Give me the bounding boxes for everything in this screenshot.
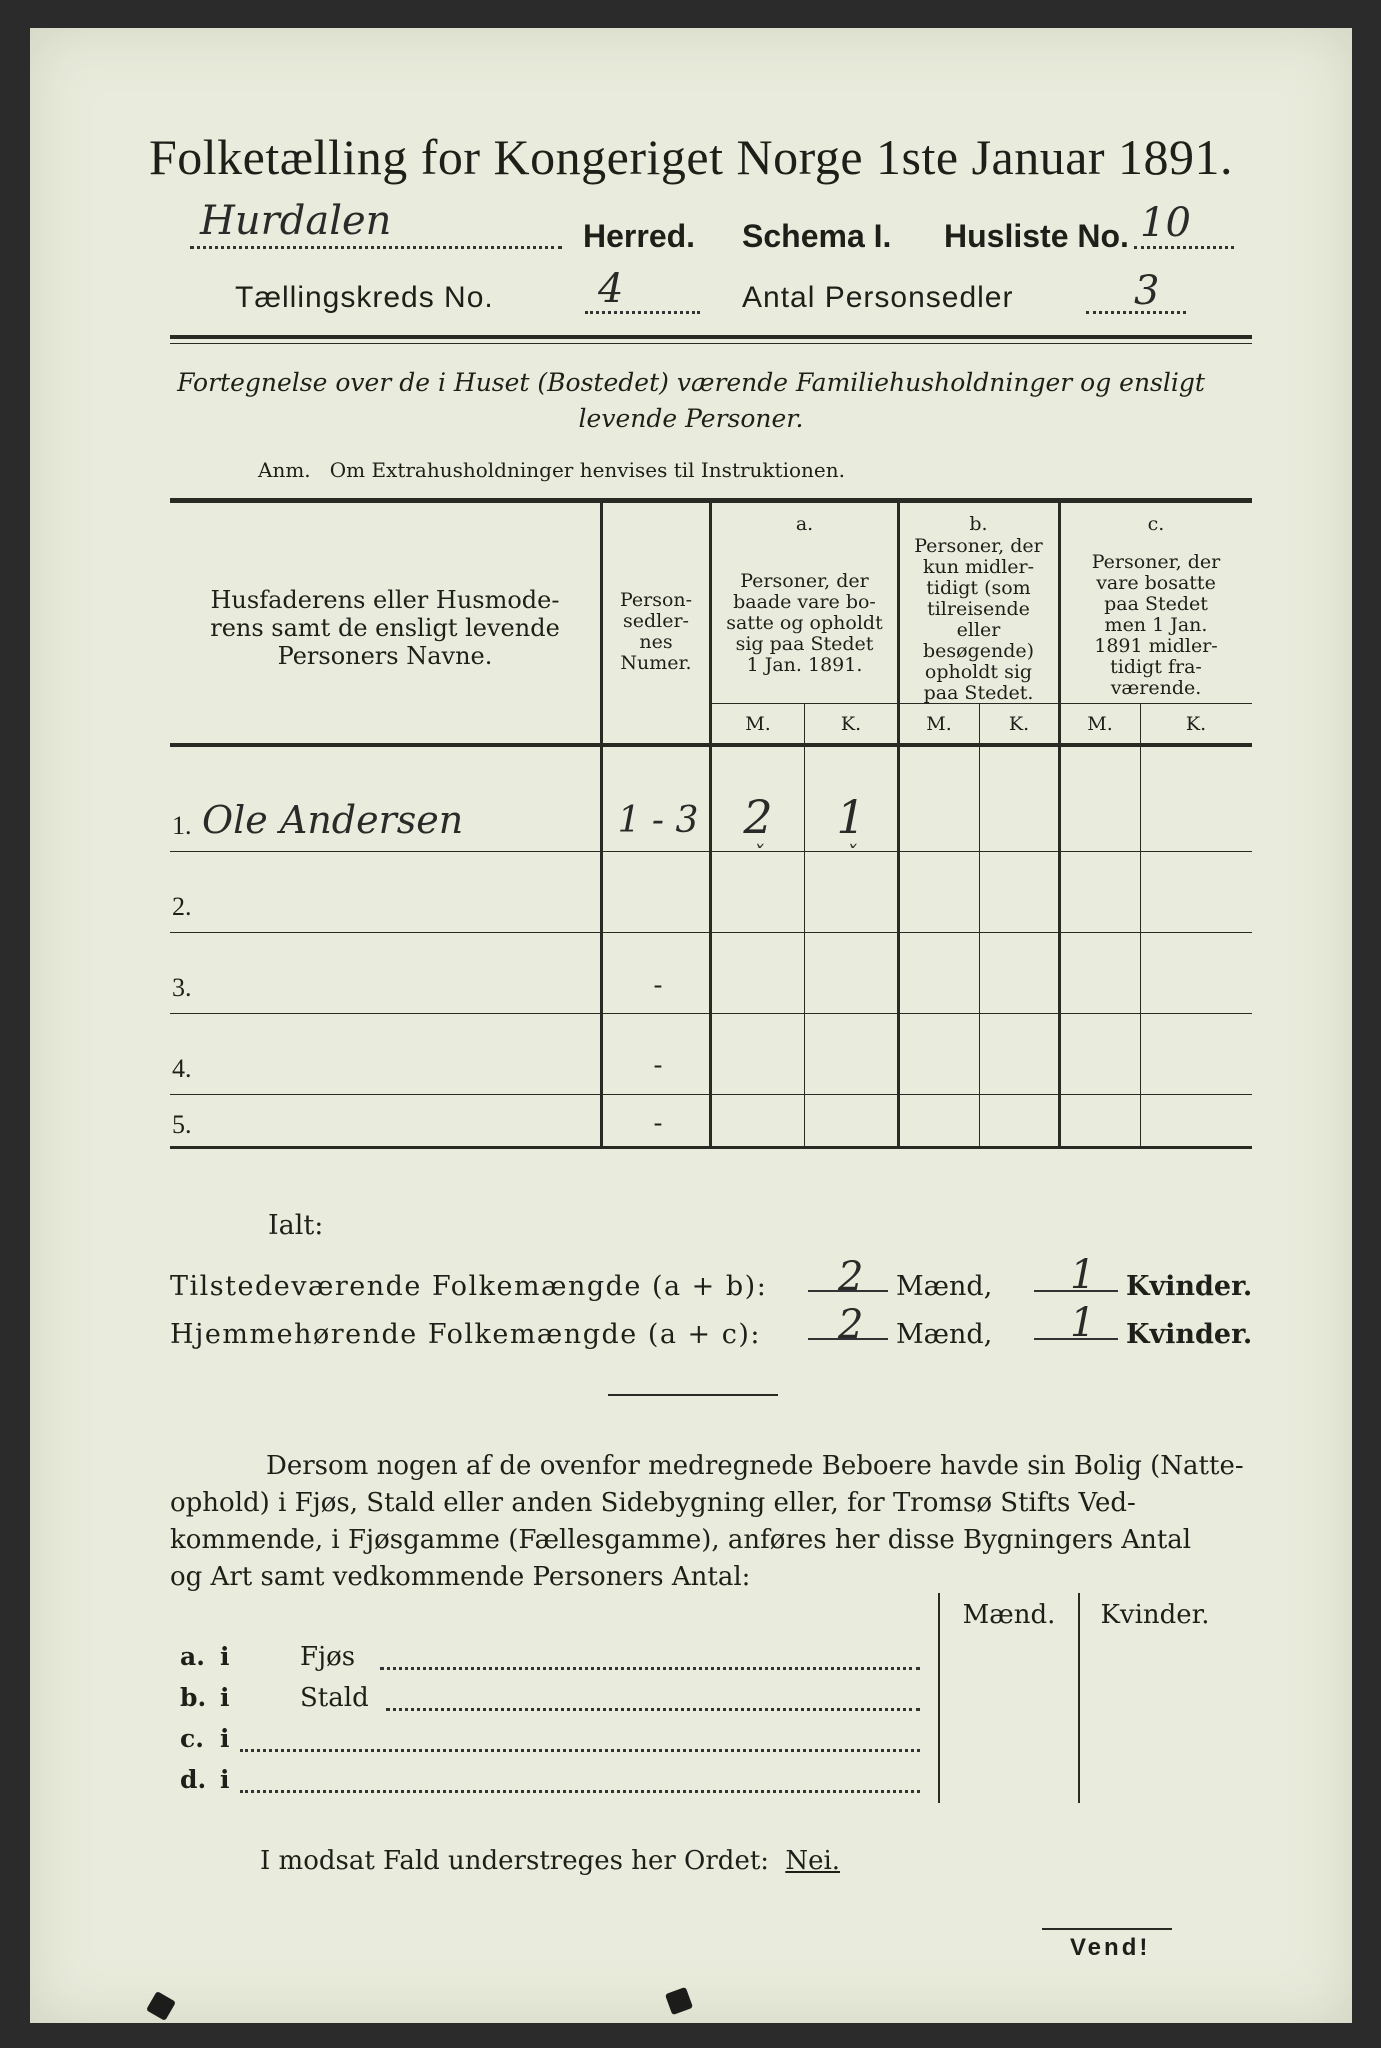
vline-numer [709,503,712,1146]
taellingskreds-value: 4 [598,266,624,312]
nei-word: Nei. [785,1846,841,1876]
subtitle-line2: levende Personer. [578,404,804,433]
antal-value: 3 [1134,268,1160,314]
antal-dots [1086,311,1186,314]
vend-rule [1042,1928,1172,1930]
building-c-i: i [220,1724,230,1753]
buildings-maend-header: Mænd. [962,1600,1056,1630]
row-3-number: 3. [172,973,192,1002]
subtitle-line1: Fortegnelse over de i Huset (Bostedet) værende Familiehusholdninger og ensligt [177,368,1205,397]
row-1-a-m: 2 [743,790,773,844]
vline-a-mk [804,703,805,1146]
tilstede-kvinder-value: 1 [1070,1252,1096,1298]
vline-b-mk [979,703,980,1146]
row-1-a-m-check: ˇ [752,843,764,868]
row-3-numer: - [653,970,663,999]
row-5-numer: - [653,1108,663,1137]
b-k-label: K. [1008,713,1030,735]
table-bottom-rule [170,1146,1252,1149]
buildings-kvinder-header: Kvinder. [1100,1600,1210,1630]
herred-value: Hurdalen [200,198,392,244]
tilstede-maend-line [808,1290,888,1292]
building-a-i: i [220,1642,230,1671]
col-b-header: Personer, der kun midler- tidigt (som tilreisende eller besøgende) opholdt sig paa Stedet. [914,535,1043,704]
hjemme-maend-label: Mænd, [896,1319,993,1350]
building-a-dots [380,1667,920,1670]
vline-c-mk [1140,703,1141,1146]
building-d-i: i [220,1765,230,1794]
a-m-label: M. [745,713,771,735]
row-1-numer: 1 - 3 [617,800,699,841]
tilstede-kvinder-label: Kvinder. [1126,1271,1253,1302]
building-a-letter: a. [180,1642,205,1671]
row-1-a-k-check: ˇ [845,843,857,868]
col-a-letter: a. [795,513,814,535]
row-4-numer: - [653,1050,663,1079]
row-1-name: Ole Andersen [202,798,464,842]
husliste-value: 10 [1140,200,1191,246]
names-column-header: Husfaderens eller Husmode- rens samt de ensligt levende Personers Navne. [210,586,560,670]
row-2-number: 2. [172,892,192,921]
herred-label: Herred. [583,218,696,254]
building-d-letter: d. [180,1765,207,1794]
modsat-fald-line [260,1846,840,1876]
row-line-1 [170,851,1252,852]
hjemme-kvinder-value: 1 [1070,1300,1096,1346]
section-divider [608,1394,778,1396]
row-1-number: 1. [172,811,192,840]
taellingskreds-dots [585,311,700,314]
row-4-number: 4. [172,1054,192,1083]
row-5-number: 5. [172,1110,192,1139]
col-c-letter: c. [1147,513,1165,535]
building-b-letter: b. [180,1683,207,1712]
building-c-letter: c. [180,1724,204,1753]
row-line-2 [170,932,1252,933]
c-m-label: M. [1087,713,1113,735]
tilstede-maend-value: 2 [838,1254,864,1300]
col-a-header: Personer, der baade vare bo- satte og opholdt sig paa Stedet 1 Jan. 1891. [726,570,883,676]
hjemme-maend-value: 2 [838,1302,864,1348]
hjemme-kvinder-line [1034,1338,1118,1340]
row-line-3 [170,1013,1252,1014]
vend-label: Vend! [1070,1934,1151,1961]
header-rule-thin [170,343,1252,344]
hjemme-kvinder-label: Kvinder. [1126,1319,1253,1350]
form-title: Folketælling for Kongeriget Norge 1ste Januar 1891. [148,129,1234,185]
c-k-label: K. [1185,713,1207,735]
census-form-page [30,28,1352,2023]
tilstede-kvinder-line [1034,1290,1118,1292]
anm-note: Anm. Om Extrahusholdninger henvises til Instruktionen. [258,458,845,482]
building-b-dots [386,1708,920,1711]
antal-label: Antal Personsedler [742,281,1014,314]
col-c-header: Personer, der vare bosatte paa Stedet men 1 Jan. 1891 midler- tidigt fra- værende. [1091,551,1221,699]
ialt-label: Ialt: [268,1210,324,1241]
col-b-letter: b. [969,513,988,535]
building-b-name: Stald [300,1683,369,1713]
hjemme-maend-line [808,1338,888,1340]
husliste-dots [1134,246,1234,249]
vline-names [600,503,603,1146]
header-rule [170,335,1252,339]
building-a-name: Fjøs [300,1642,356,1672]
building-c-dots [240,1749,920,1752]
a-k-label: K. [840,713,862,735]
building-b-i: i [220,1683,230,1712]
taellingskreds-label: Tællingskreds No. [235,281,494,314]
husliste-label: Husliste No. [944,218,1129,254]
schema-label: Schema I. [742,218,892,254]
row-line-4 [170,1094,1252,1095]
tilstede-maend-label: Mænd, [896,1271,993,1302]
building-paragraph: Dersom nogen af de ovenfor medregnede Beboere havde sin Bolig (Natte- ophold) i Fjøs, Stald eller anden Sidebygning eller, for Tromsø Stifts Ved- kommende, i Fjøsgamme (Fællesgamme), anføres her disse Bygningers Antal og Art samt vedkommende Personers Antal: [170,1451,1244,1592]
hjemme-label: Hjemmehørende Folkemængde (a + c): [170,1319,761,1350]
tilstede-label: Tilstedeværende Folkemængde (a + b): [170,1271,768,1302]
numer-column-header: Person- sedler- nes Numer. [619,589,693,674]
modsat-prefix: I modsat Fald understreges her Ordet: [260,1846,770,1876]
row-1-a-k: 1 [836,790,866,844]
building-d-dots [240,1790,920,1793]
b-m-label: M. [926,713,952,735]
herred-dots [190,246,562,249]
